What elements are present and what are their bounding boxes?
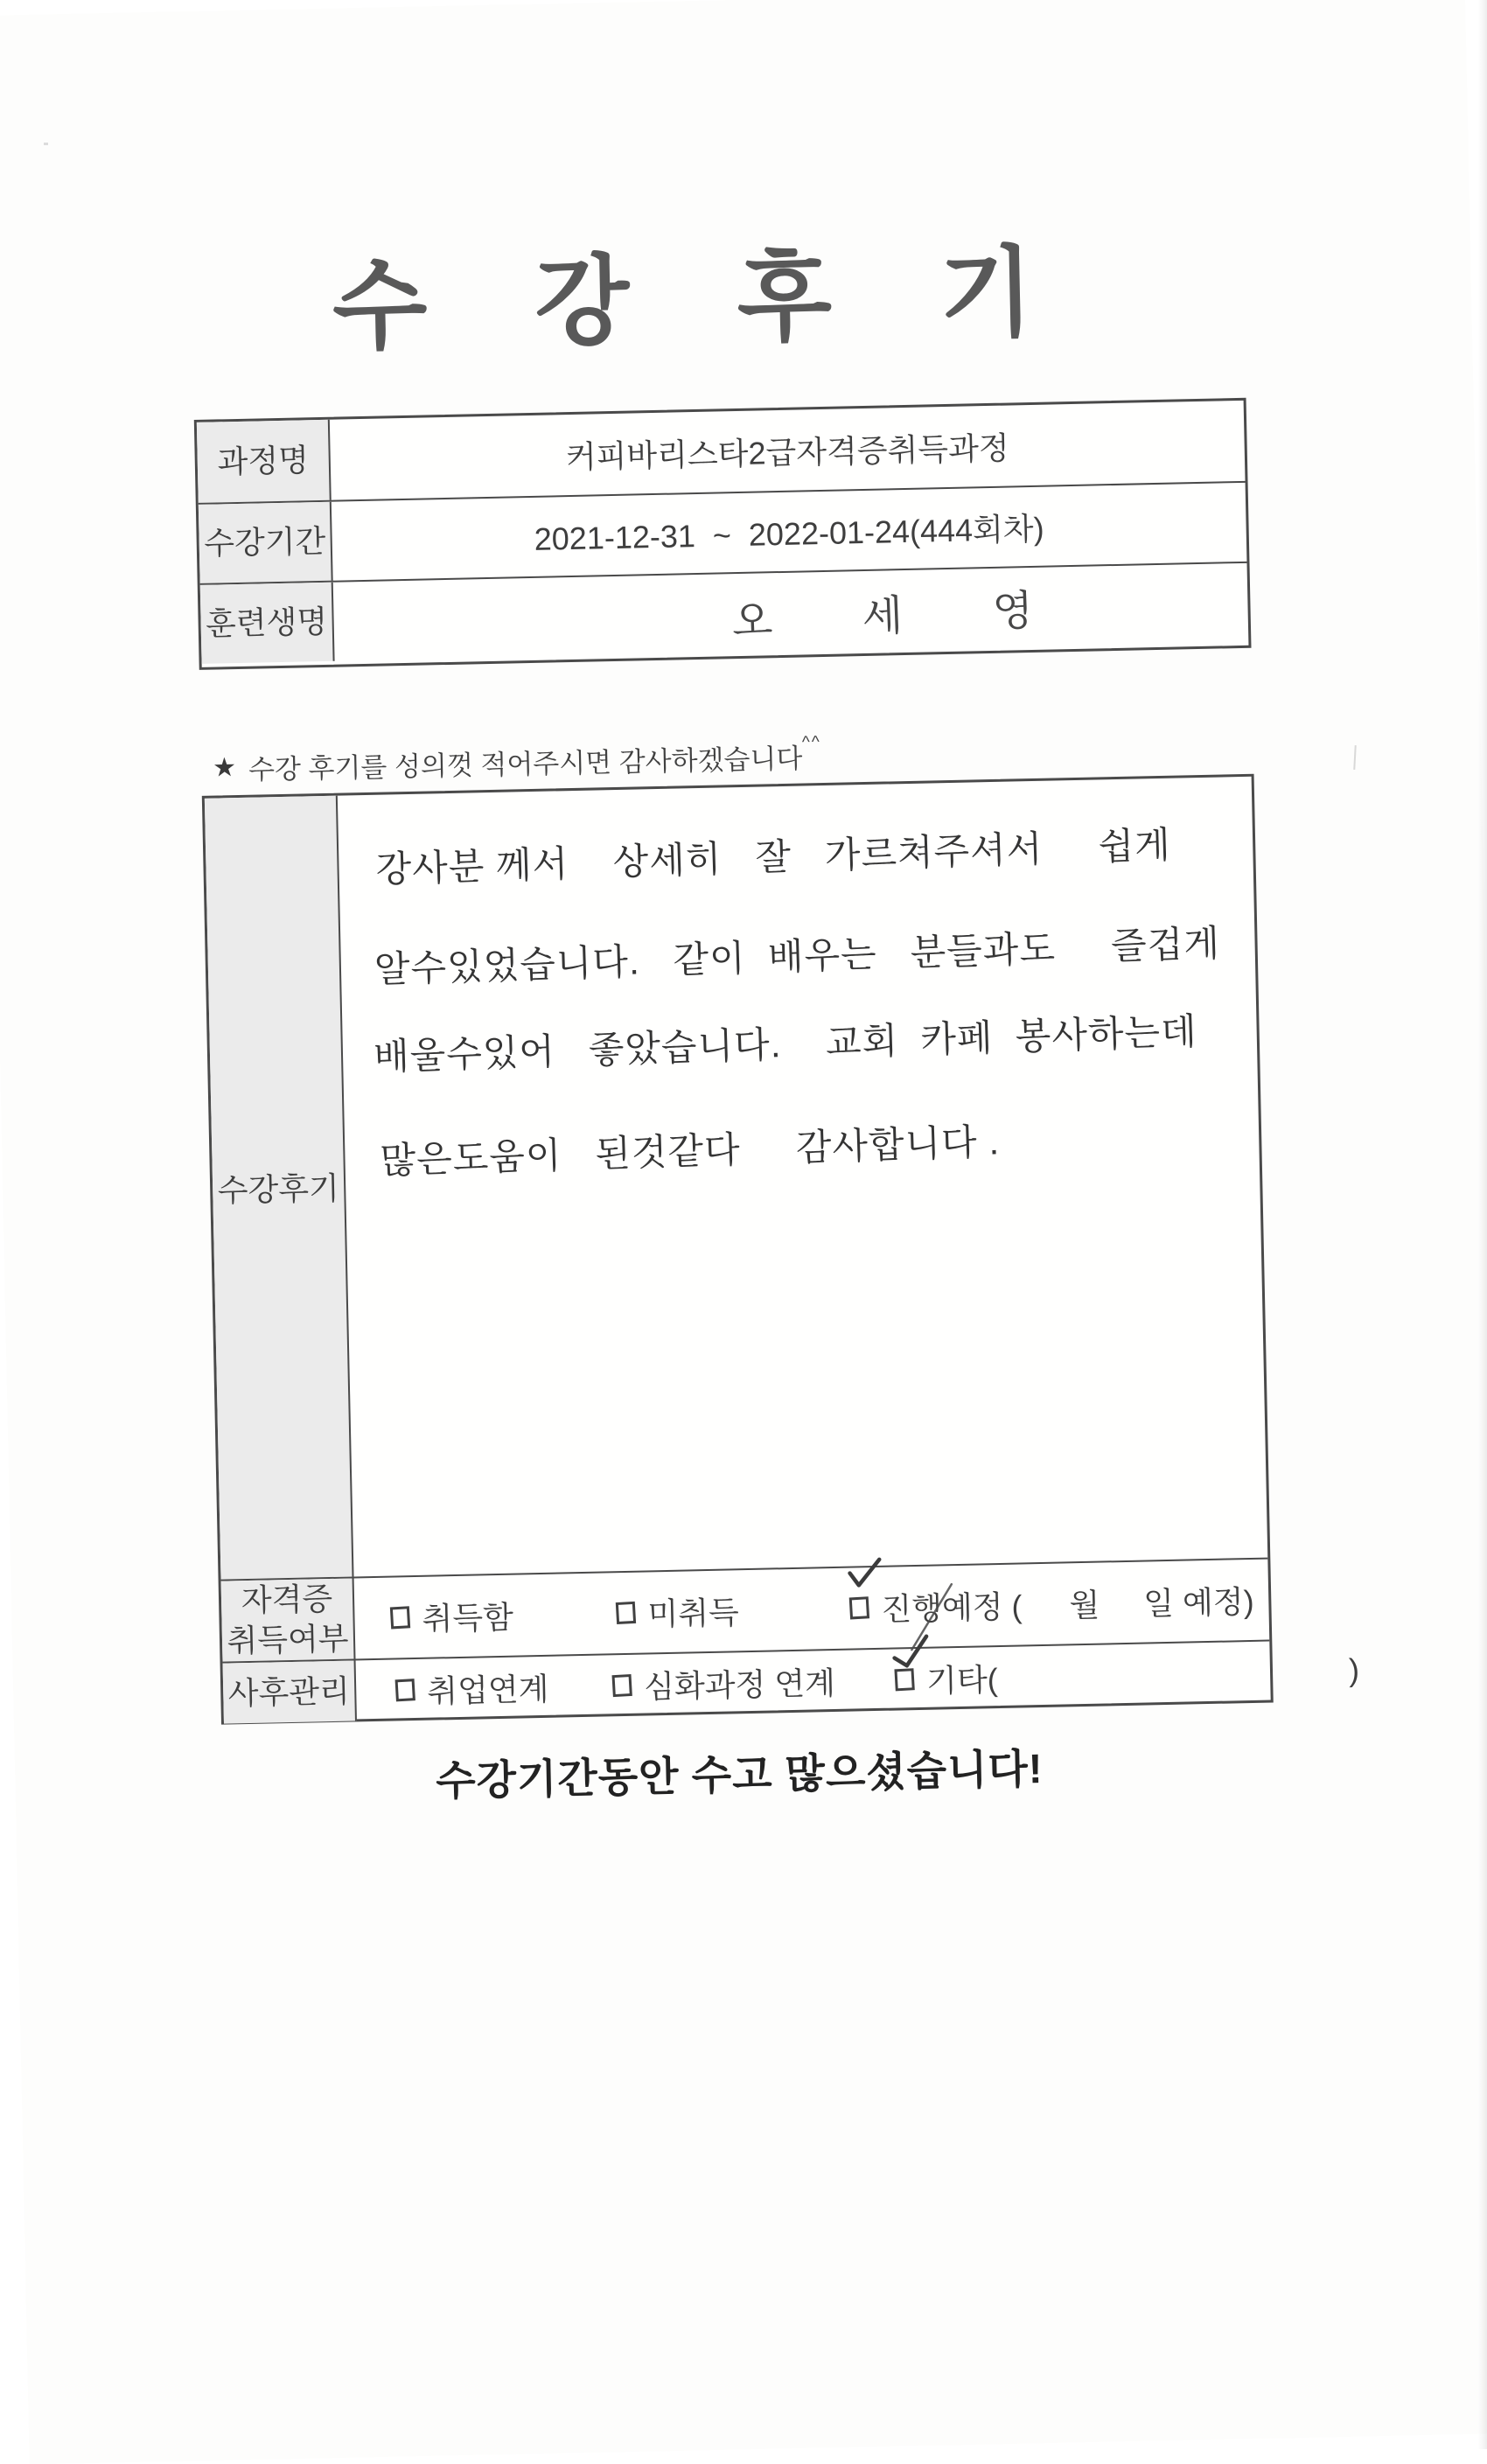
- scanner-edge-shadow: [1478, 0, 1487, 2449]
- review-content-area: [339, 777, 1267, 1577]
- scan-speck-artifact: [44, 143, 48, 145]
- cert-status-label: 자격증 취득여부: [221, 1578, 356, 1661]
- checkbox-other: [894, 1668, 914, 1691]
- option-employment-link: 취업연계: [395, 1665, 549, 1713]
- review-table: [202, 774, 1360, 1725]
- day-placeholder-label: 일 예정): [1142, 1583, 1254, 1623]
- trainee-name-cell: [333, 563, 1249, 661]
- review-line-1: 강사분 께서 상세히 잘 가르쳐주셔서 쉽게: [374, 823, 1172, 890]
- review-label: 수강후기: [217, 1169, 340, 1209]
- instruction-line: [212, 732, 822, 788]
- checkbox-in-progress: [849, 1596, 869, 1619]
- option-acquired: 취득함: [390, 1593, 513, 1640]
- checkbox-not-acquired: [616, 1602, 636, 1624]
- course-period-label: 수강기간: [199, 502, 333, 583]
- course-name-value: 커피바리스타2급자격증취득과정: [565, 429, 1010, 475]
- checkbox-acquired: [390, 1606, 410, 1629]
- star-icon: ★: [212, 753, 237, 783]
- course-name-label: 과정명: [197, 420, 332, 503]
- instruction-text: 수강 후기를 성의껏 적어주시면 감사하겠습니다^^: [248, 732, 821, 785]
- review-line-4: 많은도움이 된것같다 감사합니다 .: [379, 1120, 1001, 1182]
- option-in-progress: 진행예정 ( 월 일 예정): [849, 1577, 1254, 1630]
- review-label-cell: [205, 796, 354, 1580]
- trainee-name-label: 훈련생명: [200, 583, 335, 664]
- option-advanced-course: 심화과정 연계: [612, 1658, 836, 1707]
- checkbox-employment-link: [395, 1679, 415, 1701]
- smile-carets: ^^: [801, 732, 821, 752]
- option-other: 기타(: [895, 1655, 999, 1701]
- course-info-table: [194, 398, 1252, 670]
- followup-label: 사후관리: [223, 1660, 357, 1723]
- option-not-acquired: 미취득: [616, 1588, 739, 1636]
- review-line-3: 배울수있어 좋았습니다. 교회 카페 봉사하는데: [373, 1010, 1198, 1078]
- trainee-name-handwritten: 오 세 영: [730, 587, 1040, 646]
- footer-message: 수강기간동안 수고 많으셨습니다!: [435, 1745, 1044, 1804]
- review-line-2: 알수있었습니다. 같이 배우는 분들과도 즐겁게: [373, 922, 1221, 990]
- other-close-paren: ): [1348, 1651, 1360, 1688]
- month-placeholder-label: 월: [1069, 1587, 1100, 1623]
- course-period-value: 2021-12-31 ~ 2022-01-24(444회차): [534, 510, 1044, 557]
- page-title: 수 강 후 기: [331, 236, 1076, 362]
- checkbox-advanced-course: [612, 1673, 632, 1696]
